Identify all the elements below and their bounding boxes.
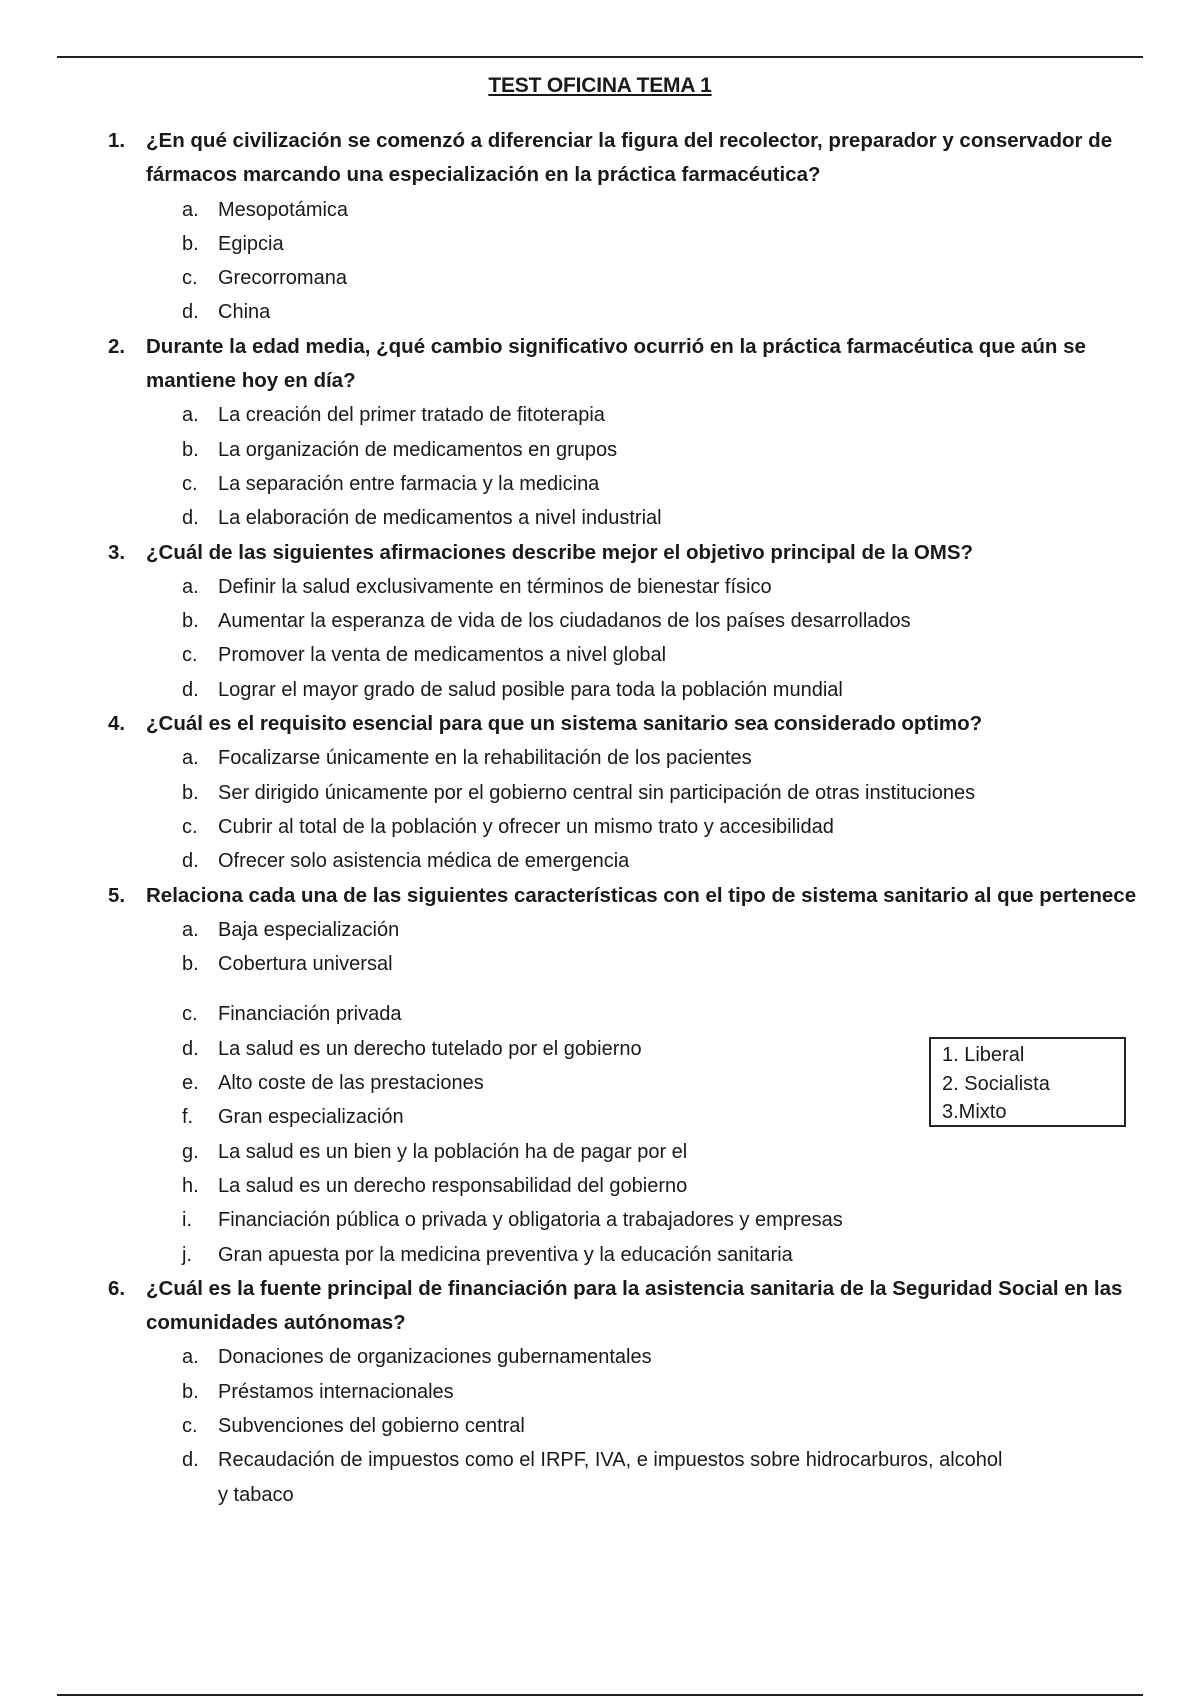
option-b [108,776,1138,810]
option-letter: j. [182,1243,192,1266]
legend-item-liberal: 1. Liberal [942,1044,1025,1066]
option-letter: c. [182,472,198,495]
option-text: Lograr el mayor grado de salud posible para toda la población mundial [218,678,843,701]
option-d [108,1443,1018,1512]
option-text: Baja especialización [218,918,400,941]
option-text: Financiación pública o privada y obligatoria a trabajadores y empresas [218,1209,843,1232]
option-text: Subvenciones del gobierno central [218,1414,525,1437]
option-letter: b. [182,232,199,255]
option-c [108,997,1018,1031]
option-letter: b. [182,1380,199,1403]
option-text: La salud es un derecho responsabilidad del gobierno [218,1174,688,1197]
option-a [108,913,1018,947]
option-text: La separación entre farmacia y la medicina [218,472,600,495]
question-text: Durante la edad media, ¿qué cambio significativo ocurrió en la práctica farmacéutica que aún se mantiene hoy en día? [146,334,1086,393]
question-4 [108,707,1158,878]
option-letter: d. [182,678,199,701]
question-2-options [108,398,1158,535]
option-text: Cubrir al total de la población y ofrecer un mismo trato y accesibilidad [218,815,834,838]
option-d [108,673,1018,707]
legend-item-socialista: 2. Socialista [942,1072,1050,1095]
option-text: Gran apuesta por la medicina preventiva y la educación sanitaria [218,1243,793,1266]
question-1-heading [108,124,1158,193]
option-d [108,1032,1018,1066]
option-letter: b. [182,781,199,804]
page-title: TEST OFICINA TEMA 1 [488,74,712,97]
question-text: ¿Cuál de las siguientes afirmaciones describe mejor el objetivo principal de la OMS? [146,540,974,564]
question-number: 1. [108,129,126,152]
question-3 [108,536,1158,707]
option-letter: a. [182,1346,199,1369]
question-text: ¿Cuál es el requisito esencial para que un sistema sanitario sea considerado optimo? [146,712,983,736]
option-a [108,1340,1018,1374]
option-letter: b. [182,438,199,461]
question-1 [108,124,1158,330]
option-letter: d. [182,850,199,873]
top-rule [57,56,1143,58]
option-text: China [218,301,271,324]
system-type-legend [929,1037,1126,1127]
option-letter: d. [182,301,199,324]
option-text: La creación del primer tratado de fitoterapia [218,404,605,427]
option-a [108,570,1018,604]
question-text: ¿En qué civilización se comenzó a diferenciar la figura del recolector, preparador y conservador de fármacos marcando una especialización en la práctica farmacéutica? [146,129,1113,187]
question-4-options [108,741,1158,878]
option-text: La salud es un bien y la población ha de pagar por el [218,1140,688,1163]
option-letter: a. [182,918,199,941]
question-number: 4. [108,712,126,736]
question-6-options [108,1340,1158,1511]
option-d [108,295,1018,329]
option-letter: d. [182,1037,199,1060]
option-text: Aumentar la esperanza de vida de los ciudadanos de los países desarrollados [218,610,911,633]
question-2 [108,330,1158,536]
question-number: 2. [108,334,126,358]
question-4-heading [108,707,1158,741]
option-text: La salud es un derecho tutelado por el gobierno [218,1037,642,1060]
option-letter: h. [182,1174,199,1197]
option-text: Grecorromana [218,267,347,290]
option-letter: g. [182,1140,199,1163]
option-b [108,604,1018,638]
question-number: 5. [108,883,126,907]
question-6-heading [108,1272,1158,1341]
option-c [108,638,1018,672]
option-text: Ser dirigido únicamente por el gobierno central sin participación de otras instituciones [218,781,976,804]
option-i [108,1203,1018,1237]
question-5-heading [108,879,1158,913]
option-g [108,1135,1018,1169]
question-2-heading [108,330,1158,399]
option-letter: c. [182,1414,198,1437]
option-d [108,844,1138,878]
option-letter: f. [182,1106,194,1129]
option-text: Egipcia [218,232,284,255]
option-b [108,433,1018,467]
question-text: Relaciona cada una de las siguientes características con el tipo de sistema sanitario al que pertenece [146,883,1137,907]
option-b [108,1375,1018,1409]
option-text: Gran especialización [218,1106,404,1129]
question-list [108,124,1158,1512]
option-e [108,1066,1018,1100]
option-j [108,1238,1018,1272]
question-3-options [108,570,1158,707]
option-c [108,261,1018,295]
option-letter: c. [182,644,198,667]
option-letter: a. [182,198,199,221]
legend-item-mixto: 3.Mixto [942,1101,1007,1123]
option-h [108,1169,1018,1203]
option-b [108,947,1018,981]
option-a [108,193,1018,227]
option-text: La organización de medicamentos en grupos [218,438,618,461]
option-text: Promover la venta de medicamentos a nivel global [218,644,667,667]
question-text: ¿Cuál es la fuente principal de financiación para la asistencia sanitaria de la Seguridad Social en las comunidades autónomas? [146,1276,1123,1335]
option-letter: c. [182,1003,198,1026]
option-letter: d. [182,1449,199,1472]
bottom-rule [57,1694,1143,1696]
option-letter: b. [182,953,199,976]
option-c [108,810,1138,844]
option-a [108,398,1018,432]
option-f [108,1100,1018,1134]
option-letter: d. [182,507,199,530]
option-text: Focalizarse únicamente en la rehabilitación de los pacientes [218,747,752,770]
option-letter: a. [182,404,199,427]
option-letter: a. [182,747,199,770]
option-text: Mesopotámica [218,198,349,221]
question-1-options [108,193,1158,330]
option-a [108,741,1138,775]
option-c [108,467,1018,501]
option-text: Alto coste de las prestaciones [218,1072,484,1095]
question-6 [108,1272,1158,1512]
option-d [108,501,1018,535]
option-letter: e. [182,1072,199,1095]
option-letter: i. [182,1209,192,1232]
question-3-heading [108,536,1158,570]
question-number: 3. [108,540,126,564]
option-letter: a. [182,575,199,598]
option-letter: c. [182,815,198,838]
option-text: Cobertura universal [218,953,393,976]
option-text: Recaudación de impuestos como el IRPF, IVA, e impuestos sobre hidrocarburos, alcohol y tabaco [218,1449,1003,1506]
spacer [108,981,1158,997]
option-b [108,227,1018,261]
option-text: Préstamos internacionales [218,1380,454,1403]
option-c [108,1409,1018,1443]
option-text: Financiación privada [218,1003,402,1026]
option-text: La elaboración de medicamentos a nivel industrial [218,507,662,530]
option-letter: c. [182,267,198,290]
option-text: Donaciones de organizaciones gubernamentales [218,1346,652,1369]
option-text: Definir la salud exclusivamente en términos de bienestar físico [218,575,772,598]
option-letter: b. [182,610,199,633]
question-number: 6. [108,1276,126,1300]
option-text: Ofrecer solo asistencia médica de emergencia [218,850,630,873]
